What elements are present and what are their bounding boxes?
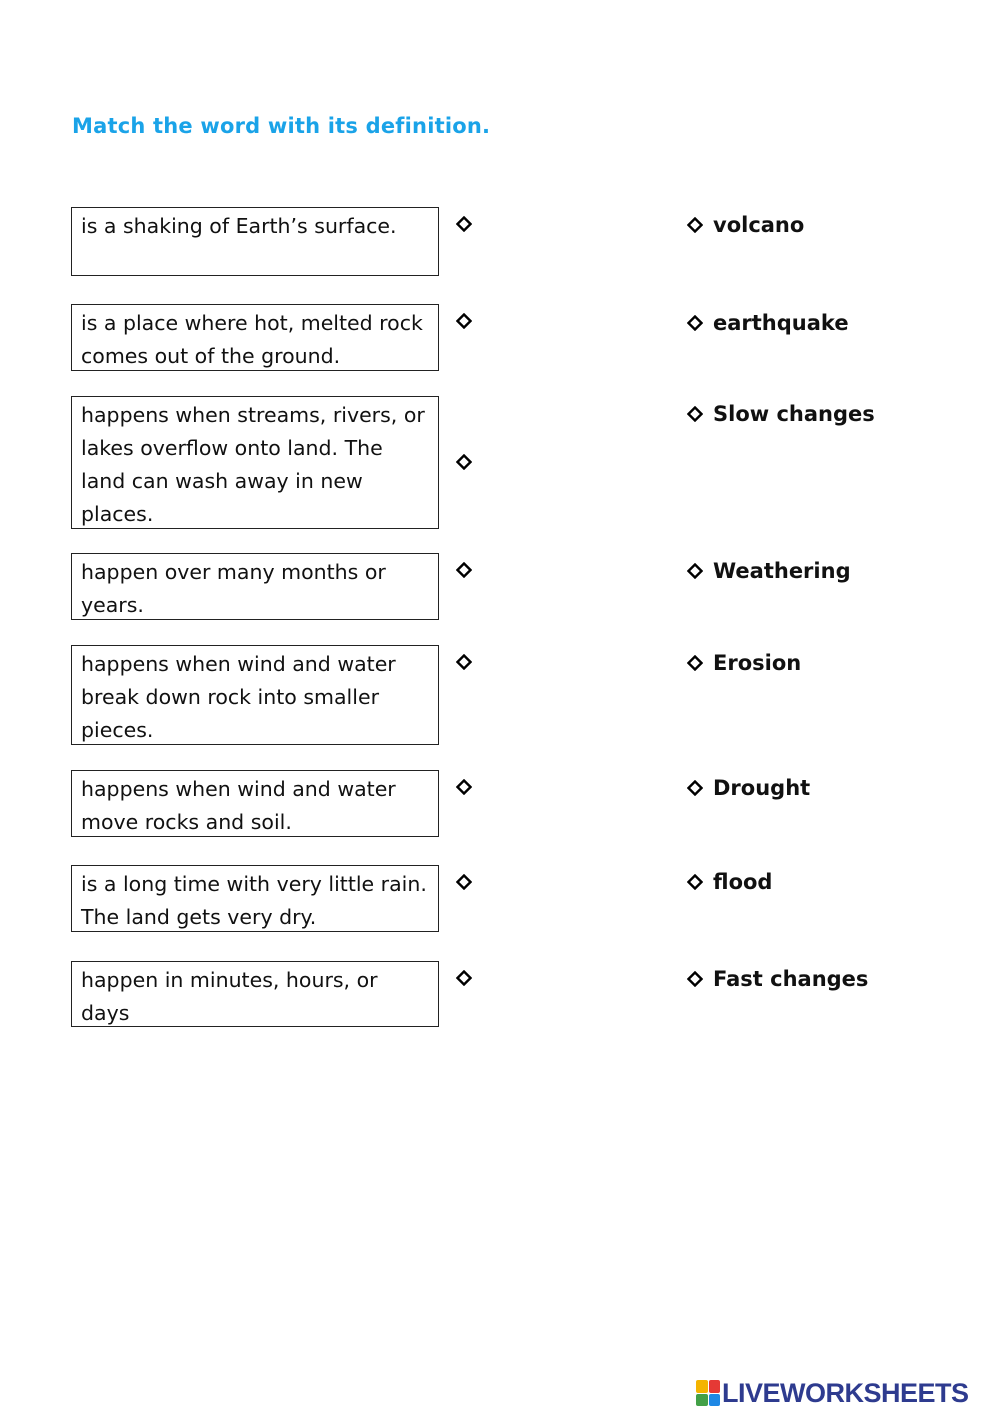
- definition-box-3: happens when streams, rivers, or lakes overflow onto land. The land can wash away in new places.: [71, 396, 439, 529]
- match-dot-right-8[interactable]: [687, 971, 703, 987]
- liveworksheets-logo: [696, 1378, 969, 1408]
- match-dot-left-2[interactable]: [456, 313, 472, 329]
- match-word-label: Fast changes: [713, 967, 869, 991]
- match-word-label: volcano: [713, 213, 805, 237]
- match-word-4[interactable]: [687, 557, 851, 585]
- match-dot-right-1[interactable]: [687, 217, 703, 233]
- match-word-8[interactable]: [687, 965, 868, 993]
- match-word-label: earthquake: [713, 311, 849, 335]
- match-dot-left-5[interactable]: [456, 654, 472, 670]
- match-dot-right-3[interactable]: [687, 406, 703, 422]
- definition-box-7: is a long time with very little rain. The land gets very dry.: [71, 865, 439, 932]
- match-dot-left-7[interactable]: [456, 874, 472, 890]
- logo-text: LIVEWORKSHEETS: [722, 1377, 969, 1408]
- liveworksheets-logo-icon: [696, 1380, 720, 1406]
- match-dot-right-5[interactable]: [687, 655, 703, 671]
- match-word-label: Erosion: [713, 651, 802, 675]
- match-dot-left-8[interactable]: [456, 970, 472, 986]
- match-word-5[interactable]: [687, 649, 801, 677]
- match-word-label: Slow changes: [713, 402, 875, 426]
- definition-box-8: happen in minutes, hours, or days: [71, 961, 439, 1027]
- match-word-1[interactable]: [687, 211, 804, 239]
- match-word-label: Weathering: [713, 559, 851, 583]
- match-dot-left-6[interactable]: [456, 779, 472, 795]
- match-dot-right-2[interactable]: [687, 315, 703, 331]
- match-dot-right-6[interactable]: [687, 780, 703, 796]
- instruction-heading: Match the word with its definition.: [72, 114, 491, 138]
- match-word-3[interactable]: [687, 400, 875, 428]
- definition-box-1: is a shaking of Earth’s surface.: [71, 207, 439, 276]
- match-word-label: flood: [713, 870, 773, 894]
- match-dot-left-1[interactable]: [456, 216, 472, 232]
- definition-box-2: is a place where hot, melted rock comes out of the ground.: [71, 304, 439, 371]
- definition-box-4: happen over many months or years.: [71, 553, 439, 620]
- match-dot-right-7[interactable]: [687, 874, 703, 890]
- match-word-label: Drought: [713, 776, 811, 800]
- match-dot-left-3[interactable]: [456, 454, 472, 470]
- match-dot-right-4[interactable]: [687, 563, 703, 579]
- match-dot-left-4[interactable]: [456, 562, 472, 578]
- definition-box-5: happens when wind and water break down rock into smaller pieces.: [71, 645, 439, 745]
- definition-box-6: happens when wind and water move rocks and soil.: [71, 770, 439, 837]
- match-word-6[interactable]: [687, 774, 810, 802]
- match-word-7[interactable]: [687, 868, 772, 896]
- match-word-2[interactable]: [687, 309, 849, 337]
